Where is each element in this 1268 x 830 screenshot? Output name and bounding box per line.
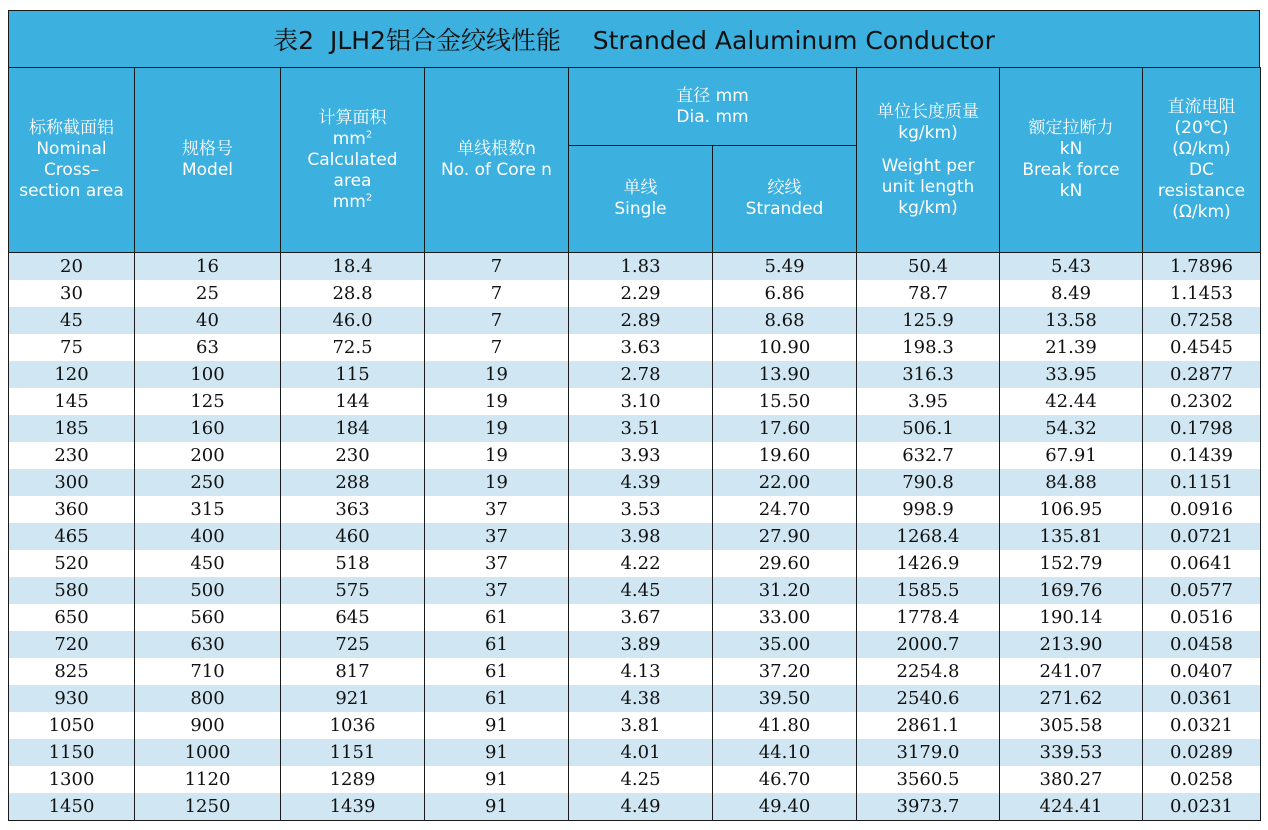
table-cell: 37.20	[713, 658, 857, 685]
table-cell: 19	[425, 361, 569, 388]
table-cell: 33.00	[713, 604, 857, 631]
table-cell: 22.00	[713, 469, 857, 496]
table-body	[9, 253, 1261, 821]
table-cell: 0.7258	[1143, 307, 1261, 334]
table-cell: 315	[135, 496, 281, 523]
table-cell: 1450	[9, 793, 135, 821]
table-cell: 1.83	[569, 253, 713, 281]
table-cell: 3179.0	[857, 739, 1000, 766]
table-cell: 67.91	[1000, 442, 1143, 469]
table-cell: 17.60	[713, 415, 857, 442]
table-row	[9, 334, 1261, 361]
table-cell: 0.0458	[1143, 631, 1261, 658]
table-row	[9, 766, 1261, 793]
table-row	[9, 469, 1261, 496]
table-cell: 200	[135, 442, 281, 469]
table-cell: 800	[135, 685, 281, 712]
table-cell: 135.81	[1000, 523, 1143, 550]
table-row	[9, 550, 1261, 577]
table-cell: 230	[9, 442, 135, 469]
table-cell: 725	[281, 631, 425, 658]
header-core-count: 单线根数n No. of Core n	[425, 68, 569, 253]
table-cell: 29.60	[713, 550, 857, 577]
table-cell: 560	[135, 604, 281, 631]
table-cell: 115	[281, 361, 425, 388]
table-cell: 1439	[281, 793, 425, 821]
table-cell: 91	[425, 766, 569, 793]
table-cell: 0.2877	[1143, 361, 1261, 388]
table-cell: 8.49	[1000, 280, 1143, 307]
table-cell: 4.13	[569, 658, 713, 685]
table-row	[9, 280, 1261, 307]
table-cell: 1289	[281, 766, 425, 793]
table-cell: 125	[135, 388, 281, 415]
table-cell: 1778.4	[857, 604, 1000, 631]
table-cell: 40	[135, 307, 281, 334]
table-cell: 998.9	[857, 496, 1000, 523]
table-cell: 24.70	[713, 496, 857, 523]
table-cell: 145	[9, 388, 135, 415]
table-cell: 18.4	[281, 253, 425, 281]
table-cell: 4.22	[569, 550, 713, 577]
table-cell: 84.88	[1000, 469, 1143, 496]
table-cell: 300	[9, 469, 135, 496]
table-cell: 19.60	[713, 442, 857, 469]
table-cell: 450	[135, 550, 281, 577]
table-cell: 45	[9, 307, 135, 334]
table-cell: 650	[9, 604, 135, 631]
table-cell: 0.0361	[1143, 685, 1261, 712]
table-cell: 380.27	[1000, 766, 1143, 793]
table-cell: 3.10	[569, 388, 713, 415]
table-cell: 0.0721	[1143, 523, 1261, 550]
table-cell: 7	[425, 307, 569, 334]
table-cell: 0.0258	[1143, 766, 1261, 793]
table-cell: 10.90	[713, 334, 857, 361]
table-row	[9, 739, 1261, 766]
table-cell: 6.86	[713, 280, 857, 307]
table-cell: 2540.6	[857, 685, 1000, 712]
table-cell: 54.32	[1000, 415, 1143, 442]
table-cell: 61	[425, 658, 569, 685]
table-row	[9, 658, 1261, 685]
table-cell: 250	[135, 469, 281, 496]
table-cell: 575	[281, 577, 425, 604]
table-cell: 3.63	[569, 334, 713, 361]
table-cell: 0.0407	[1143, 658, 1261, 685]
table-cell: 825	[9, 658, 135, 685]
table-cell: 37	[425, 496, 569, 523]
table-cell: 632.7	[857, 442, 1000, 469]
table-cell: 230	[281, 442, 425, 469]
table-cell: 37	[425, 523, 569, 550]
header-stranded-diameter: 绞线 Stranded	[713, 146, 857, 253]
table-cell: 5.43	[1000, 253, 1143, 281]
table-cell: 39.50	[713, 685, 857, 712]
table-row	[9, 523, 1261, 550]
table-cell: 360	[9, 496, 135, 523]
table-cell: 3.93	[569, 442, 713, 469]
table-cell: 271.62	[1000, 685, 1143, 712]
table-cell: 921	[281, 685, 425, 712]
header-model: 规格号 Model	[135, 68, 281, 253]
table-cell: 37	[425, 577, 569, 604]
table-cell: 0.0577	[1143, 577, 1261, 604]
table-cell: 61	[425, 685, 569, 712]
table-cell: 0.0231	[1143, 793, 1261, 821]
table-cell: 1150	[9, 739, 135, 766]
table-cell: 3.51	[569, 415, 713, 442]
table-cell: 19	[425, 469, 569, 496]
table-cell: 8.68	[713, 307, 857, 334]
table-cell: 2.78	[569, 361, 713, 388]
table-cell: 28.8	[281, 280, 425, 307]
table-cell: 0.4545	[1143, 334, 1261, 361]
table-cell: 19	[425, 442, 569, 469]
table-cell: 25	[135, 280, 281, 307]
table-cell: 31.20	[713, 577, 857, 604]
table-cell: 120	[9, 361, 135, 388]
table-cell: 16	[135, 253, 281, 281]
table-cell: 1585.5	[857, 577, 1000, 604]
table-cell: 7	[425, 334, 569, 361]
table-cell: 46.70	[713, 766, 857, 793]
table-row	[9, 793, 1261, 821]
table-cell: 2861.1	[857, 712, 1000, 739]
table-cell: 13.58	[1000, 307, 1143, 334]
table-cell: 190.14	[1000, 604, 1143, 631]
table-cell: 144	[281, 388, 425, 415]
header-dc-resistance: 直流电阻 (20℃) (Ω/km) DC resistance (Ω/km)	[1143, 68, 1261, 253]
table-cell: 185	[9, 415, 135, 442]
table-cell: 50.4	[857, 253, 1000, 281]
table-cell: 46.0	[281, 307, 425, 334]
table-cell: 91	[425, 793, 569, 821]
table-cell: 78.7	[857, 280, 1000, 307]
table-cell: 424.41	[1000, 793, 1143, 821]
table-cell: 2.89	[569, 307, 713, 334]
table-cell: 152.79	[1000, 550, 1143, 577]
table-cell: 15.50	[713, 388, 857, 415]
table-cell: 1151	[281, 739, 425, 766]
table-cell: 125.9	[857, 307, 1000, 334]
table-cell: 213.90	[1000, 631, 1143, 658]
table-cell: 645	[281, 604, 425, 631]
table-cell: 169.76	[1000, 577, 1143, 604]
table-cell: 630	[135, 631, 281, 658]
table-cell: 100	[135, 361, 281, 388]
table-cell: 160	[135, 415, 281, 442]
table-cell: 241.07	[1000, 658, 1143, 685]
table-cell: 1.7896	[1143, 253, 1261, 281]
table-cell: 1426.9	[857, 550, 1000, 577]
table-cell: 4.25	[569, 766, 713, 793]
table-cell: 900	[135, 712, 281, 739]
table-cell: 4.38	[569, 685, 713, 712]
table-row	[9, 307, 1261, 334]
table-cell: 0.1798	[1143, 415, 1261, 442]
header-nominal-area: 标称截面铝 Nominal Cross– section area	[9, 68, 135, 253]
table-row	[9, 685, 1261, 712]
table-cell: 91	[425, 712, 569, 739]
table-row	[9, 496, 1261, 523]
table-cell: 1268.4	[857, 523, 1000, 550]
table-cell: 0.2302	[1143, 388, 1261, 415]
table-cell: 42.44	[1000, 388, 1143, 415]
table-cell: 4.01	[569, 739, 713, 766]
table-cell: 710	[135, 658, 281, 685]
table-cell: 1036	[281, 712, 425, 739]
table-cell: 91	[425, 739, 569, 766]
table-cell: 0.0641	[1143, 550, 1261, 577]
table-row	[9, 253, 1261, 281]
table-cell: 3.67	[569, 604, 713, 631]
table-cell: 49.40	[713, 793, 857, 821]
table-cell: 2254.8	[857, 658, 1000, 685]
table-cell: 7	[425, 253, 569, 281]
table-row	[9, 712, 1261, 739]
table-cell: 1000	[135, 739, 281, 766]
table-cell: 363	[281, 496, 425, 523]
table-cell: 184	[281, 415, 425, 442]
table-cell: 4.39	[569, 469, 713, 496]
table-cell: 500	[135, 577, 281, 604]
header-diameter: 直径 mm Dia. mm	[569, 68, 857, 146]
table-cell: 4.49	[569, 793, 713, 821]
conductor-table	[8, 67, 1261, 821]
table-cell: 3560.5	[857, 766, 1000, 793]
table-cell: 19	[425, 415, 569, 442]
table-cell: 27.90	[713, 523, 857, 550]
table-cell: 19	[425, 388, 569, 415]
table-cell: 518	[281, 550, 425, 577]
table-cell: 930	[9, 685, 135, 712]
table-cell: 288	[281, 469, 425, 496]
table-cell: 75	[9, 334, 135, 361]
header-calculated-area: 计算面积 $mm^2$ Calculated area $mm^2$	[281, 68, 425, 253]
table-cell: 1250	[135, 793, 281, 821]
table-row	[9, 604, 1261, 631]
table-cell: 0.0516	[1143, 604, 1261, 631]
table-cell: 63	[135, 334, 281, 361]
table-cell: 720	[9, 631, 135, 658]
table-cell: 2.29	[569, 280, 713, 307]
table-row	[9, 415, 1261, 442]
table-cell: 21.39	[1000, 334, 1143, 361]
table-cell: 5.49	[713, 253, 857, 281]
table-cell: 3.89	[569, 631, 713, 658]
table-cell: 41.80	[713, 712, 857, 739]
table-cell: 1.1453	[1143, 280, 1261, 307]
table-cell: 35.00	[713, 631, 857, 658]
table-cell: 460	[281, 523, 425, 550]
table-cell: 30	[9, 280, 135, 307]
table-cell: 0.1439	[1143, 442, 1261, 469]
table-cell: 339.53	[1000, 739, 1143, 766]
table-cell: 0.0321	[1143, 712, 1261, 739]
table-cell: 3973.7	[857, 793, 1000, 821]
table-cell: 465	[9, 523, 135, 550]
table-cell: 72.5	[281, 334, 425, 361]
table-cell: 3.53	[569, 496, 713, 523]
table-cell: 400	[135, 523, 281, 550]
table-cell: 3.81	[569, 712, 713, 739]
table-cell: 37	[425, 550, 569, 577]
table-cell: 106.95	[1000, 496, 1143, 523]
table-cell: 580	[9, 577, 135, 604]
table-cell: 4.45	[569, 577, 713, 604]
table-row	[9, 361, 1261, 388]
table-cell: 1300	[9, 766, 135, 793]
table-cell: 61	[425, 631, 569, 658]
table-row	[9, 388, 1261, 415]
table-cell: 305.58	[1000, 712, 1143, 739]
header-break-force: 额定拉断力 kN Break force kN	[1000, 68, 1143, 253]
table-title: 表2 JLH2铝合金绞线性能 Stranded Aaluminum Conductor	[8, 10, 1260, 68]
table-cell: 0.0289	[1143, 739, 1261, 766]
table-cell: 13.90	[713, 361, 857, 388]
table-cell: 1120	[135, 766, 281, 793]
table-cell: 44.10	[713, 739, 857, 766]
table-row	[9, 577, 1261, 604]
header-weight: 单位长度质量 kg/km) Weight per unit length kg/km)	[857, 68, 1000, 253]
table-cell: 20	[9, 253, 135, 281]
table-cell: 0.0916	[1143, 496, 1261, 523]
table-cell: 817	[281, 658, 425, 685]
table-cell: 33.95	[1000, 361, 1143, 388]
table-cell: 198.3	[857, 334, 1000, 361]
table-row	[9, 442, 1261, 469]
table-cell: 7	[425, 280, 569, 307]
table-cell: 3.98	[569, 523, 713, 550]
table-cell: 790.8	[857, 469, 1000, 496]
table-row	[9, 631, 1261, 658]
table-cell: 520	[9, 550, 135, 577]
table-cell: 3.95	[857, 388, 1000, 415]
table-cell: 506.1	[857, 415, 1000, 442]
table-cell: 1050	[9, 712, 135, 739]
table-cell: 61	[425, 604, 569, 631]
table-cell: 0.1151	[1143, 469, 1261, 496]
table-cell: 316.3	[857, 361, 1000, 388]
table-cell: 2000.7	[857, 631, 1000, 658]
header-single-diameter: 单线 Single	[569, 146, 713, 253]
